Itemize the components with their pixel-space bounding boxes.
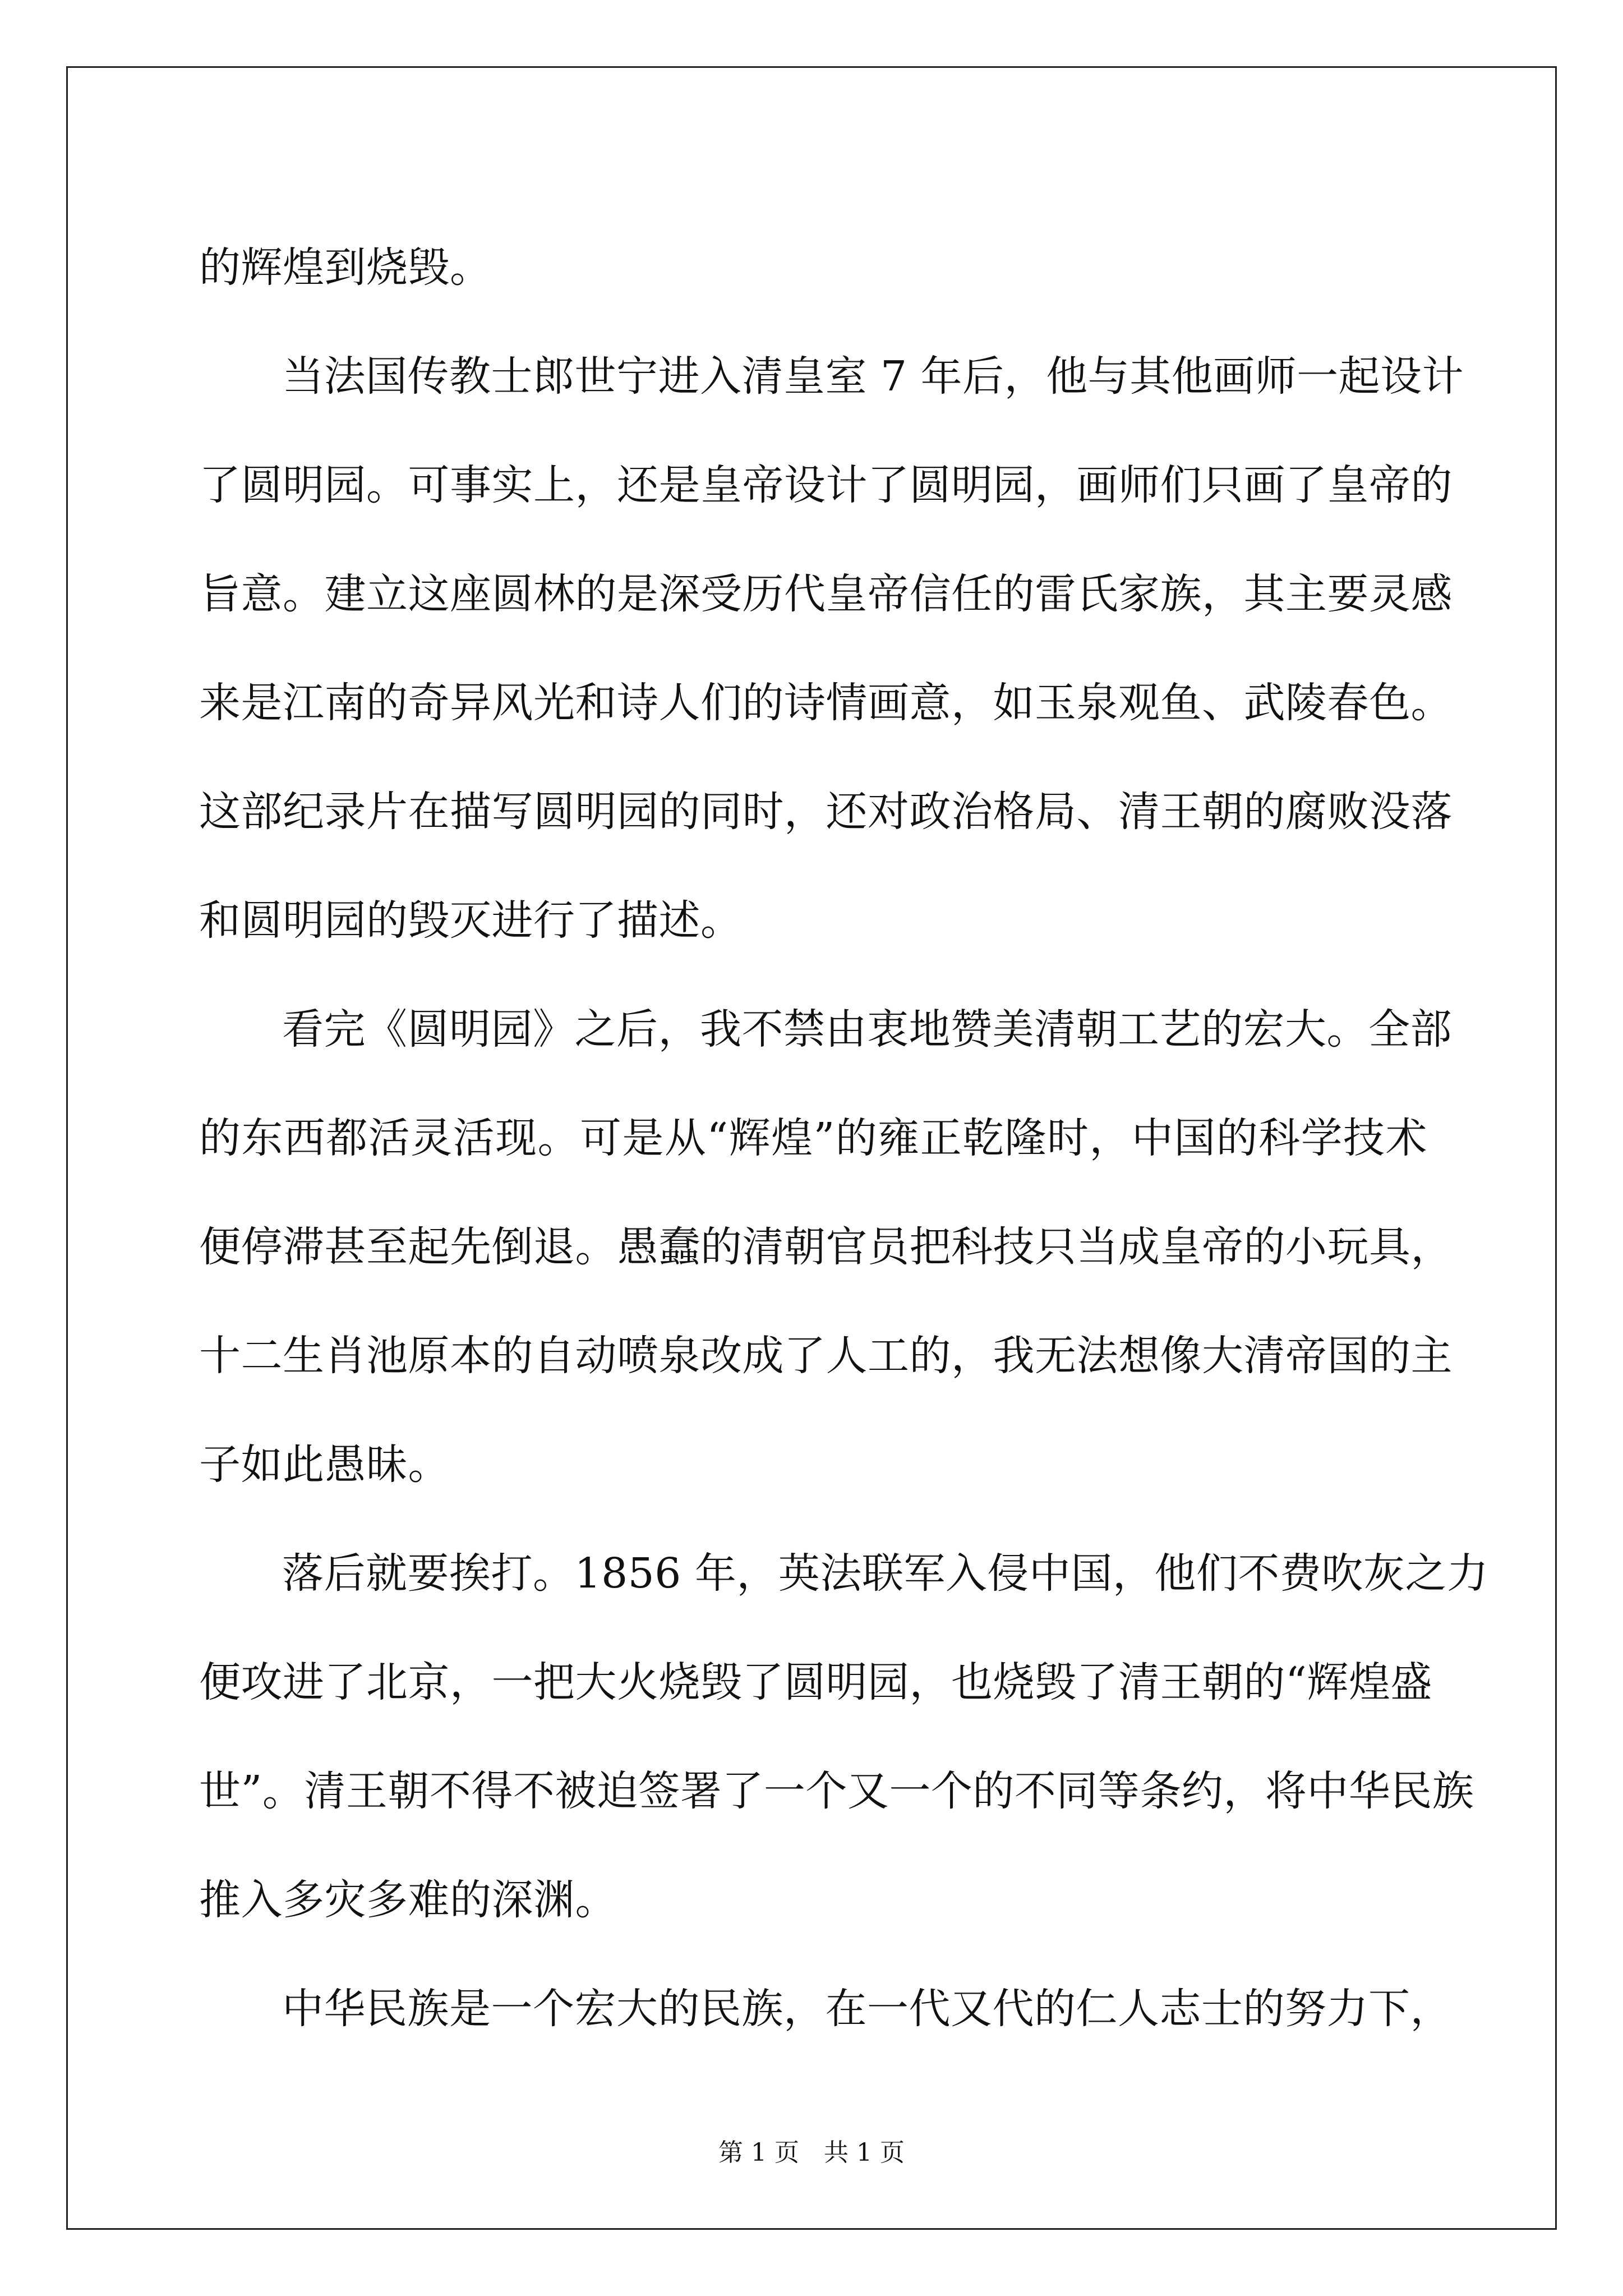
text-line: 了圆明园。可事实上，还是皇帝设计了圆明园，画师们只画了皇帝的 (199, 461, 1453, 509)
text-line: 落后就要挨打。1856 年，英法联军入侵中国，他们不费吹灰之力 (282, 1549, 1489, 1598)
text-line: 的东西都活灵活现。可是从“辉煌”的雍正乾隆时，中国的科学技术 (199, 1114, 1427, 1162)
text-line: 旨意。建立这座圆林的是深受历代皇帝信任的雷氏家族，其主要灵感 (199, 570, 1453, 618)
text-line: 的辉煌到烧毁。 (199, 243, 492, 292)
text-line: 当法国传教士郎世宁进入清皇室 7 年后，他与其他画师一起设计 (282, 352, 1464, 401)
document-body (199, 213, 1489, 2063)
page-footer: 第 1 页 共 1 页 (718, 2138, 905, 2167)
text-line: 这部纪录片在描写圆明园的同时，还对政治格局、清王朝的腐败没落 (199, 788, 1453, 836)
text-line: 来是江南的奇异风光和诗人们的诗情画意，如玉泉观鱼、武陵春色。 (199, 679, 1453, 727)
text-line: 十二生肖池原本的自动喷泉改成了人工的，我无法想像大清帝国的主 (199, 1332, 1453, 1380)
text-line: 推入多灾多难的深渊。 (199, 1876, 617, 1924)
text-line: 世”。清王朝不得不被迫签署了一个又一个的不同等条约，将中华民族 (199, 1767, 1474, 1815)
text-line: 和圆明园的毁灭进行了描述。 (199, 896, 743, 945)
text-line: 中华民族是一个宏大的民族，在一代又代的仁人志士的努力下， (282, 1985, 1452, 2033)
text-line: 便攻进了北京，一把大火烧毁了圆明园，也烧毁了清王朝的“辉煌盛 (199, 1658, 1432, 1706)
text-line: 看完《圆明园》之后，我不禁由衷地赞美清朝工艺的宏大。全部 (282, 1005, 1452, 1053)
text-line: 便停滞甚至起先倒退。愚蠢的清朝官员把科技只当成皇帝的小玩具， (199, 1223, 1453, 1271)
text-line: 子如此愚昧。 (199, 1441, 450, 1489)
